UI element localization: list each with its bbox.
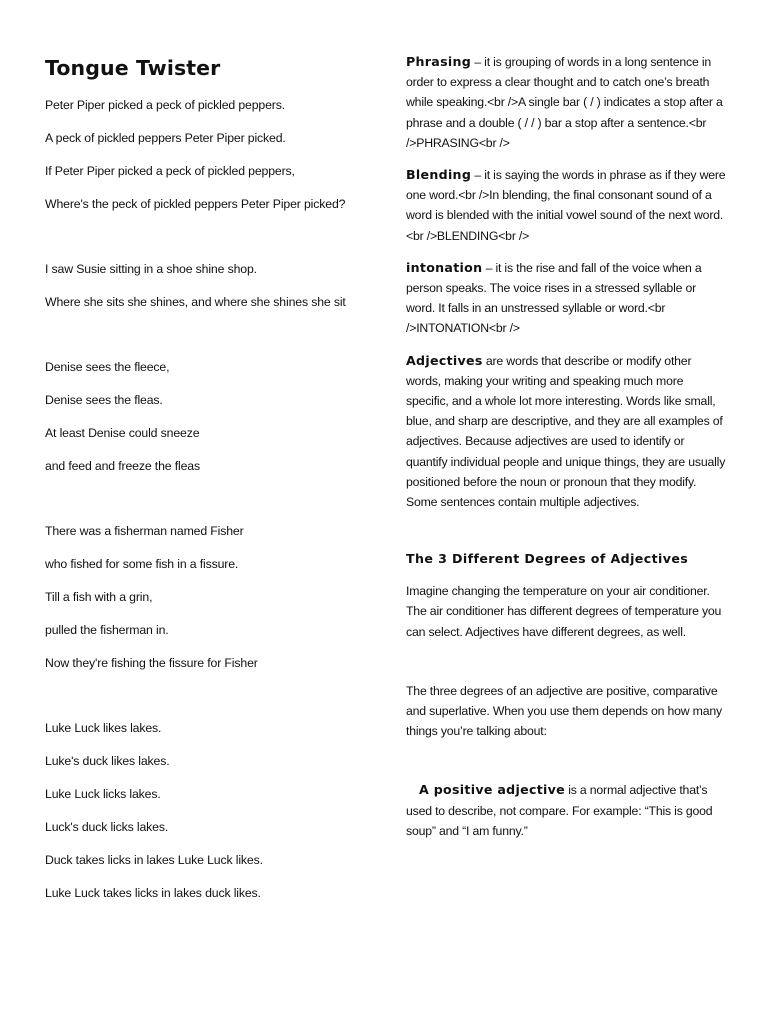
adjectives-term: Adjectives	[406, 352, 483, 368]
phrasing-term: Phrasing	[406, 54, 472, 69]
poem-line: Luke Luck likes lakes.	[45, 721, 162, 735]
poem-line: Duck takes licks in lakes Luke Luck likes.	[45, 853, 263, 867]
intonation-text: – it is the rise and fall of the voice when a person speaks. The voice rises in a stressed syllable or word. It falls in an unstressed syllable or word.<br />INTONATION<br />	[406, 260, 702, 336]
poem-line: Luke Luck licks lakes.	[45, 787, 161, 801]
poem-line: Peter Piper picked a peck of pickled peppers.	[45, 98, 286, 112]
intonation-definition	[406, 258, 726, 339]
poem-line: Where she sits she shines, and where she shines she sit	[45, 295, 346, 309]
stanza-susie	[45, 262, 385, 328]
tongue-twister-title: Tongue Twister	[45, 56, 221, 80]
phrasing-text: – it is grouping of words in a long sentence in order to express a clear thought and to catch one’s breath while speaking.<br />A single bar ( / ) indicates a stop after a phrase and a double ( / / ) bar a stop after a sentence.<br />PHRASING<br />	[406, 55, 723, 150]
poem-line: Luck's duck licks lakes.	[45, 820, 169, 834]
poem-line: There was a fisherman named Fisher	[45, 524, 244, 538]
phrasing-definition	[406, 52, 726, 153]
adjectives-text: are words that describe or modify other words, making your writing and speaking much more specific, and a whole lot more interesting. Words like small, blue, and sharp are descriptive, and they are all examples of adjectives. Because adjectives are used to identify or quantify individual people and unique things, they are usually positioned before the noun or pronoun that they modify. Some sentences contain multiple adjectives.	[406, 353, 726, 510]
poem-line: I saw Susie sitting in a shoe shine shop.	[45, 262, 257, 276]
poem-line: Now they're fishing the fissure for Fisher	[45, 656, 258, 670]
poem-line: At least Denise could sneeze	[45, 426, 200, 440]
tongue-twister-column	[45, 52, 385, 919]
stanza-peter-piper	[45, 98, 385, 230]
positive-adjective-text: is a normal adjective that’s used to describe, not compare. For example: “This is good soup” and “I am funny.”	[406, 783, 713, 838]
poem-line: who fished for some fish in a fissure.	[45, 557, 239, 571]
poem-line: If Peter Piper picked a peck of pickled peppers,	[45, 164, 295, 178]
poem-line: Denise sees the fleas.	[45, 393, 163, 407]
poem-line: Denise sees the fleece,	[45, 360, 170, 374]
degrees-intro: Imagine changing the temperature on your air conditioner. The air conditioner has different degrees of temperature you can select. Adjectives have different degrees, as well.	[406, 584, 722, 639]
stanza-luke-luck	[45, 721, 385, 919]
poem-line: Where's the peck of pickled peppers Peter Piper picked?	[45, 197, 346, 211]
blending-definition	[406, 165, 726, 246]
poem-line: and feed and freeze the fleas	[45, 459, 200, 473]
intonation-term: intonation	[406, 259, 483, 275]
positive-adjective-definition	[406, 780, 726, 841]
poem-line: pulled the fisherman in.	[45, 623, 169, 637]
stanza-gap	[45, 492, 385, 524]
definitions-column	[406, 52, 726, 841]
blending-term: Blending	[406, 167, 472, 183]
blending-text: – it is saying the words in phrase as if they were one word.<br />In blending, the final consonant sound of a word is blended with the initial vowel sound of the next word.<br />BLENDING<br />	[406, 168, 726, 243]
poem-line: Luke Luck takes licks in lakes duck likes.	[45, 886, 261, 900]
stanza-gap	[45, 328, 385, 360]
stanza-fisher	[45, 524, 385, 689]
adjectives-definition	[406, 351, 726, 513]
degrees-heading: The 3 Different Degrees of Adjectives	[406, 551, 689, 567]
poem-line: Luke's duck likes lakes.	[45, 754, 170, 768]
positive-adjective-term: A positive adjective	[419, 782, 566, 798]
three-degrees-text: The three degrees of an adjective are positive, comparative and superlative. When you use them depends on how many things you’re talking about:	[406, 683, 722, 739]
poem-line: Till a fish with a grin,	[45, 590, 153, 604]
stanza-gap	[45, 689, 385, 721]
stanza-denise	[45, 360, 385, 492]
poem-line: A peck of pickled peppers Peter Piper picked.	[45, 131, 286, 145]
stanza-gap	[45, 230, 385, 262]
